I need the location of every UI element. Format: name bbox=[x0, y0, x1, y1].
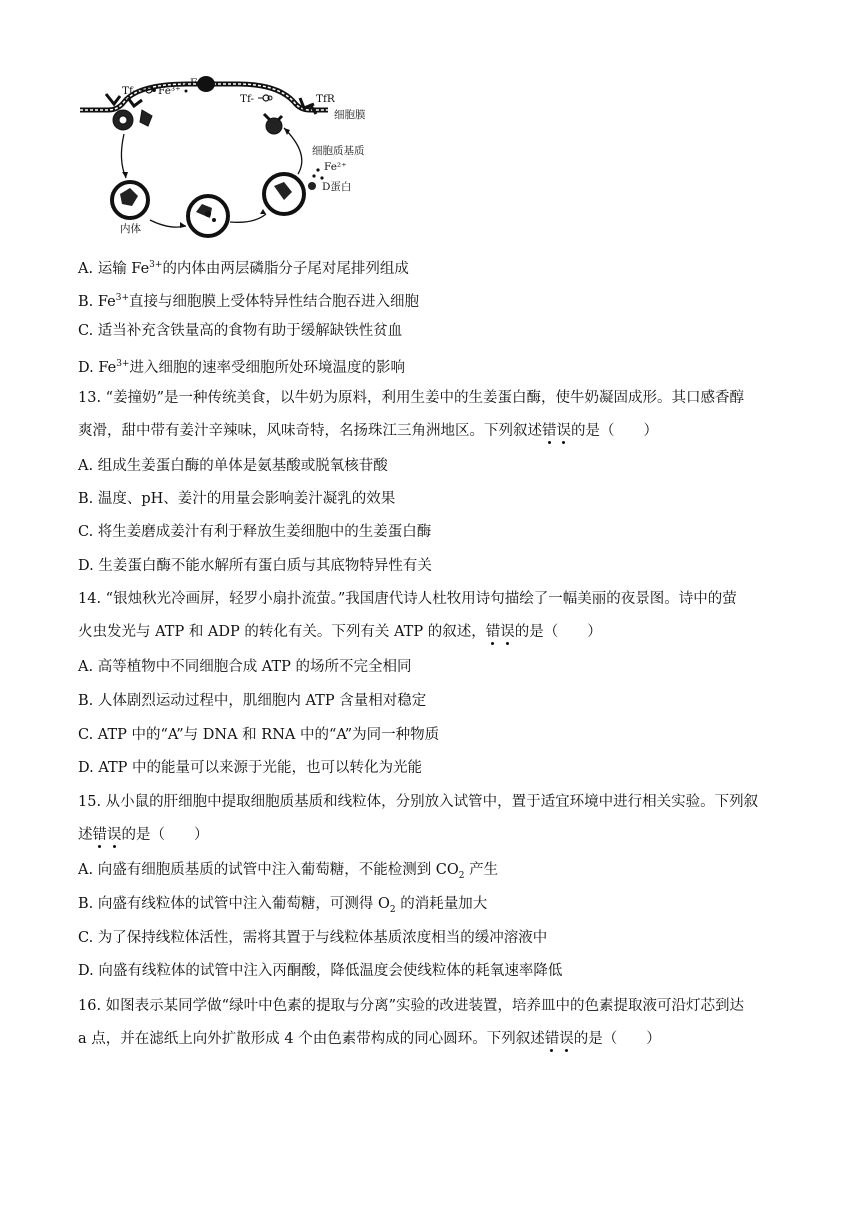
emphasis-char: 误 bbox=[107, 827, 122, 843]
superscript: 3+ bbox=[115, 293, 130, 303]
option-text: 产生 bbox=[464, 862, 499, 878]
stem-text: 火虫发光与 ATP 和 ADP 的转化有关。下列有关 ATP 的叙述， bbox=[78, 624, 486, 640]
transferrin-endocytosis-diagram bbox=[78, 74, 388, 242]
q12-option-c: C. 适当补充含铁量高的食物有助于缓解缺铁性贫血 bbox=[78, 323, 403, 339]
q16-stem-line2 bbox=[78, 1028, 798, 1050]
stem-text: 的是（ ） bbox=[121, 827, 209, 843]
emphasis-char: 误 bbox=[500, 624, 515, 640]
option-text: 的消耗量加大 bbox=[395, 896, 488, 912]
label-fe3-a: Fe³⁺ bbox=[158, 85, 181, 97]
label-fe3-b: Fe³⁺ bbox=[190, 77, 213, 89]
label-fe2: Fe²⁺ bbox=[324, 161, 347, 173]
q14-stem-line2 bbox=[78, 621, 798, 643]
q12-option-a bbox=[78, 254, 798, 280]
stem-text: a 点，并在滤纸上向外扩散形成 4 个由色素带构成的同心圆环。下列叙述 bbox=[78, 1031, 545, 1047]
q13-stem-line1: 13. “姜撞奶”是一种传统美食，以牛奶为原料，利用生姜中的生姜蛋白酶，使牛奶凝固成形。其口感香醇 bbox=[78, 390, 744, 406]
emphasis-char: 错 bbox=[92, 827, 107, 843]
q14-option-a: A. 高等植物中不同细胞合成 ATP 的场所不完全相同 bbox=[78, 659, 412, 675]
q13-option-b: B. 温度、pH、姜汁的用量会影响姜汁凝乳的效果 bbox=[78, 491, 396, 507]
q14-stem-line1: 14. “银烛秋光冷画屏，轻罗小扇扑流萤。”我国唐代诗人杜牧用诗句描绘了一幅美丽的夜景图。诗中的萤 bbox=[78, 591, 737, 607]
option-text: A. 运输 Fe bbox=[78, 260, 150, 277]
emphasis-char: 错 bbox=[542, 423, 557, 439]
q12-option-d bbox=[78, 353, 798, 379]
label-endosome: 内体 bbox=[120, 223, 141, 235]
subscript: 2 bbox=[458, 870, 465, 881]
q12-option-b bbox=[78, 287, 798, 313]
q15-option-a bbox=[78, 859, 798, 887]
label-cytoplasm: 细胞质基质 bbox=[312, 145, 365, 157]
subscript: 2 bbox=[389, 904, 396, 915]
option-text: A. 向盛有细胞质基质的试管中注入葡萄糖，不能检测到 CO bbox=[78, 862, 459, 878]
q15-stem-line1: 15. 从小鼠的肝细胞中提取细胞质基质和线粒体，分别放入试管中，置于适宜环境中进行相关实验。下列叙 bbox=[78, 794, 759, 810]
emphasis-char: 误 bbox=[559, 1031, 574, 1047]
option-text: 的内体由两层磷脂分子尾对尾排列组成 bbox=[162, 260, 409, 277]
q15-option-b bbox=[78, 893, 798, 921]
stem-text: 的是（ ） bbox=[573, 1031, 661, 1047]
q13-option-c: C. 将生姜磨成姜汁有利于释放生姜细胞中的生姜蛋白酶 bbox=[78, 524, 432, 540]
superscript: 3+ bbox=[116, 359, 130, 369]
option-text: 直接与细胞膜上受体特异性结合胞吞进入细胞 bbox=[129, 293, 420, 310]
q15-stem-line2 bbox=[78, 824, 798, 846]
option-text: 进入细胞的速率受细胞所处环境温度的影响 bbox=[129, 359, 405, 376]
q15-option-c: C. 为了保持线粒体活性，需将其置于与线粒体基质浓度相当的缓冲溶液中 bbox=[78, 930, 548, 946]
emphasis-char: 误 bbox=[556, 423, 571, 439]
q15-option-d: D. 向盛有线粒体的试管中注入丙酮酸，降低温度会使线粒体的耗氧速率降低 bbox=[78, 963, 563, 979]
label-tf: Tf- bbox=[240, 93, 255, 105]
option-text: B. 向盛有线粒体的试管中注入葡萄糖，可测得 O bbox=[78, 896, 390, 912]
emphasis-char: 错 bbox=[544, 1031, 560, 1047]
stem-text: 爽滑，甜中带有姜汁辛辣味，风味奇特，名扬珠江三角洲地区。下列叙述 bbox=[78, 423, 542, 439]
stem-text: 的是（ ） bbox=[571, 423, 658, 439]
option-text: B. Fe bbox=[78, 293, 116, 310]
emphasis-char: 错 bbox=[485, 624, 501, 640]
label-tfr: TfR bbox=[316, 93, 335, 105]
q16-stem-line1: 16. 如图表示某同学做“绿叶中色素的提取与分离”实验的改进装置，培养皿中的色素提取液可沿灯芯到达 bbox=[78, 998, 744, 1014]
q13-stem-line2 bbox=[78, 420, 798, 442]
q14-option-c: C. ATP 中的“A”与 DNA 和 RNA 中的“A”为同一种物质 bbox=[78, 727, 440, 743]
label-d-protein: D蛋白 bbox=[322, 181, 352, 193]
stem-text: 述 bbox=[78, 827, 93, 843]
q13-option-d: D. 生姜蛋白酶不能水解所有蛋白质与其底物特异性有关 bbox=[78, 558, 432, 574]
stem-text: 的是（ ） bbox=[514, 624, 602, 640]
label-tf-fe: Tf- bbox=[122, 85, 137, 97]
superscript: 3+ bbox=[149, 260, 163, 270]
q14-option-d: D. ATP 中的能量可以来源于光能，也可以转化为光能 bbox=[78, 760, 423, 776]
label-membrane: 细胞膜 bbox=[334, 109, 366, 121]
q13-option-a: A. 组成生姜蛋白酶的单体是氨基酸或脱氧核苷酸 bbox=[78, 458, 388, 474]
option-text: D. Fe bbox=[78, 359, 117, 376]
q14-option-b: B. 人体剧烈运动过程中，肌细胞内 ATP 含量相对稳定 bbox=[78, 693, 427, 709]
